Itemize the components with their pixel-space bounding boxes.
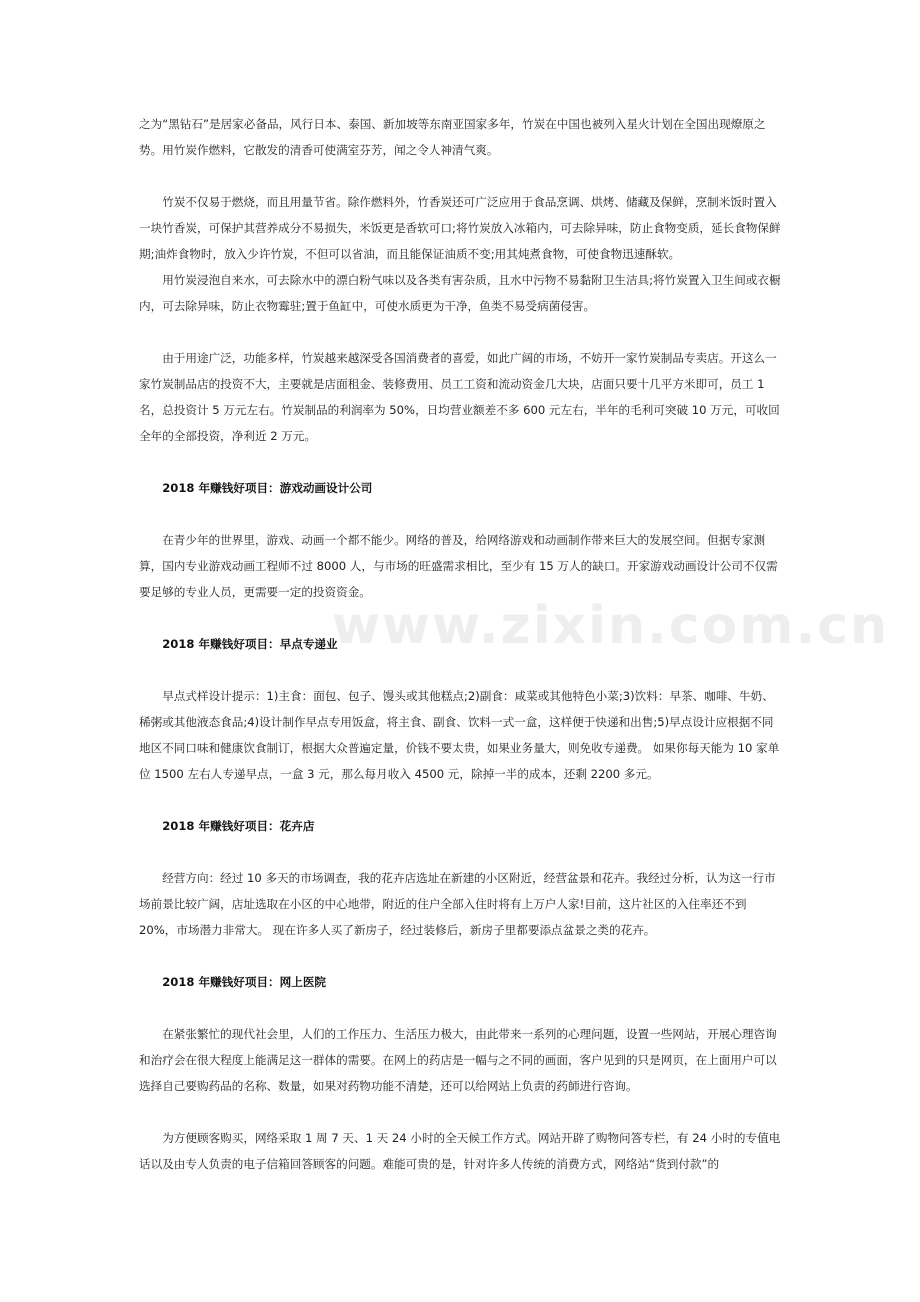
paragraph-game-animation: 在青少年的世界里，游戏、动画一个都不能少。网络的普及，给网络游戏和动画制作带来巨大的发展空间。但据专家测算，国内专业游戏动画工程师不过 8000 人，与市场的旺盛需求相比，至少有 15 万人的缺口。开家游戏动画设计公司不仅需要足够的专业人员，更需要一定的投资资金。 — [139, 533, 778, 599]
watermark: www.zixin.com.cn — [332, 596, 890, 656]
section-heading-breakfast-delivery: 2018 年赚钱好项目：早点专递业 — [162, 637, 338, 651]
section-heading-flower-shop: 2018 年赚钱好项目：花卉店 — [162, 819, 315, 833]
section-heading-online-hospital: 2018 年赚钱好项目：网上医院 — [162, 975, 327, 989]
paragraph-bamboo-charcoal-water: 用竹炭浸泡自来水，可去除水中的漂白粉气味以及各类有害杂质，且水中污物不易黏附卫生洁具;将竹炭置入卫生间或衣橱内，可去除异味，防止衣物霉驻;置于鱼缸中，可使水质更为干净，鱼类不易受病菌侵害。 — [139, 273, 781, 313]
paragraph-bamboo-charcoal-cooking: 竹炭不仅易于燃烧，而且用量节省。除作燃料外，竹香炭还可广泛应用于食品烹调、烘烤、储藏及保鲜，烹制米饭时置入一块竹香炭，可保护其营养成分不易损失，米饭更是香软可口;将竹炭放入冰箱内，可去除异味，防止食物变质，延长食物保鲜期;油炸食物时，放入少许竹炭，不但可以省油，而且能保证油质不变;用其炖煮食物，可使食物迅速酥软。 — [139, 195, 781, 261]
paragraph-bamboo-charcoal-store: 由于用途广泛，功能多样，竹炭越来越深受各国消费者的喜爱，如此广阔的市场，不妨开一家竹炭制品专卖店。开这么一家竹炭制品店的投资不大，主要就是店面租金、装修费用、员工工资和流动资金几大块，店面只要十几平方米即可，员工 1 名，总投资计 5 万元左右。竹炭制品的利润率为 50%，日均营业额差不多 600 元左右，半年的毛利可突破 10 万元，可收回全年的全部投资，净利近 2 万元。 — [139, 351, 780, 443]
section-heading-game-animation: 2018 年赚钱好项目：游戏动画设计公司 — [162, 481, 373, 495]
paragraph-bamboo-charcoal-intro: 之为“黑钻石”是居家必备品，风行日本、泰国、新加坡等东南亚国家多年，竹炭在中国也被列入星火计划在全国出现燎原之势。用竹炭作燃料，它散发的清香可使满室芬芳，闻之令人神清气爽。 — [139, 117, 766, 157]
paragraph-online-hospital: 在紧张繁忙的现代社会里，人们的工作压力、生活压力极大，由此带来一系列的心理问题，设置一些网站，开展心理咨询和治疗会在很大程度上能满足这一群体的需要。在网上的药店是一幅与之不同的画面，客户见到的只是网页，在上面用户可以选择自己要购药品的名称、数量，如果对药物功能不清楚，还可以给网站上负责的药師进行咨询。 — [139, 1027, 777, 1093]
paragraph-online-hospital-service: 为方便顾客购买，网络采取 1 周 7 天、1 天 24 小时的全天候工作方式。网站开辟了购物问答专栏，有 24 小时的专值电话以及由专人负责的电子信箱回答顾客的问题。难能可贵的是，针对许多人传统的消费方式，网络站“货到付款”的 — [139, 1131, 781, 1171]
paragraph-breakfast-delivery: 早点式样设计提示：1)主食：面包、包子、馒头或其他糕点;2)副食：咸菜或其他特色小菜;3)饮料：早茶、咖啡、牛奶、稀粥或其他液态食品;4)设计制作早点专用饭盒，将主食、副食、饮料一式一盒，这样便于快递和出售;5)早点设计应根据不同地区不同口味和健康饮食制订，根据大众普遍定量，价钱不要太贵，如果业务量大，则免收专递费。 如果你每天能为 10 家单位 1500 左右人专递早点，一盒 3 元，那么每月收入 4500 元，除掉一半的成本，还剩 2200 多元。 — [139, 689, 780, 781]
paragraph-flower-shop: 经营方向：经过 10 多天的市场调查，我的花卉店选址在新建的小区附近，经营盆景和花卉。我经过分析，认为这一行市场前景比较广阔，店址选取在小区的中心地带，附近的住户全部入住时将有上万户人家!目前，这片社区的入住率还不到 20%，市场潜力非常大。 现在许多人买了新房子，经过装修后，新房子里都要添点盆景之类的花卉。 — [139, 871, 776, 937]
